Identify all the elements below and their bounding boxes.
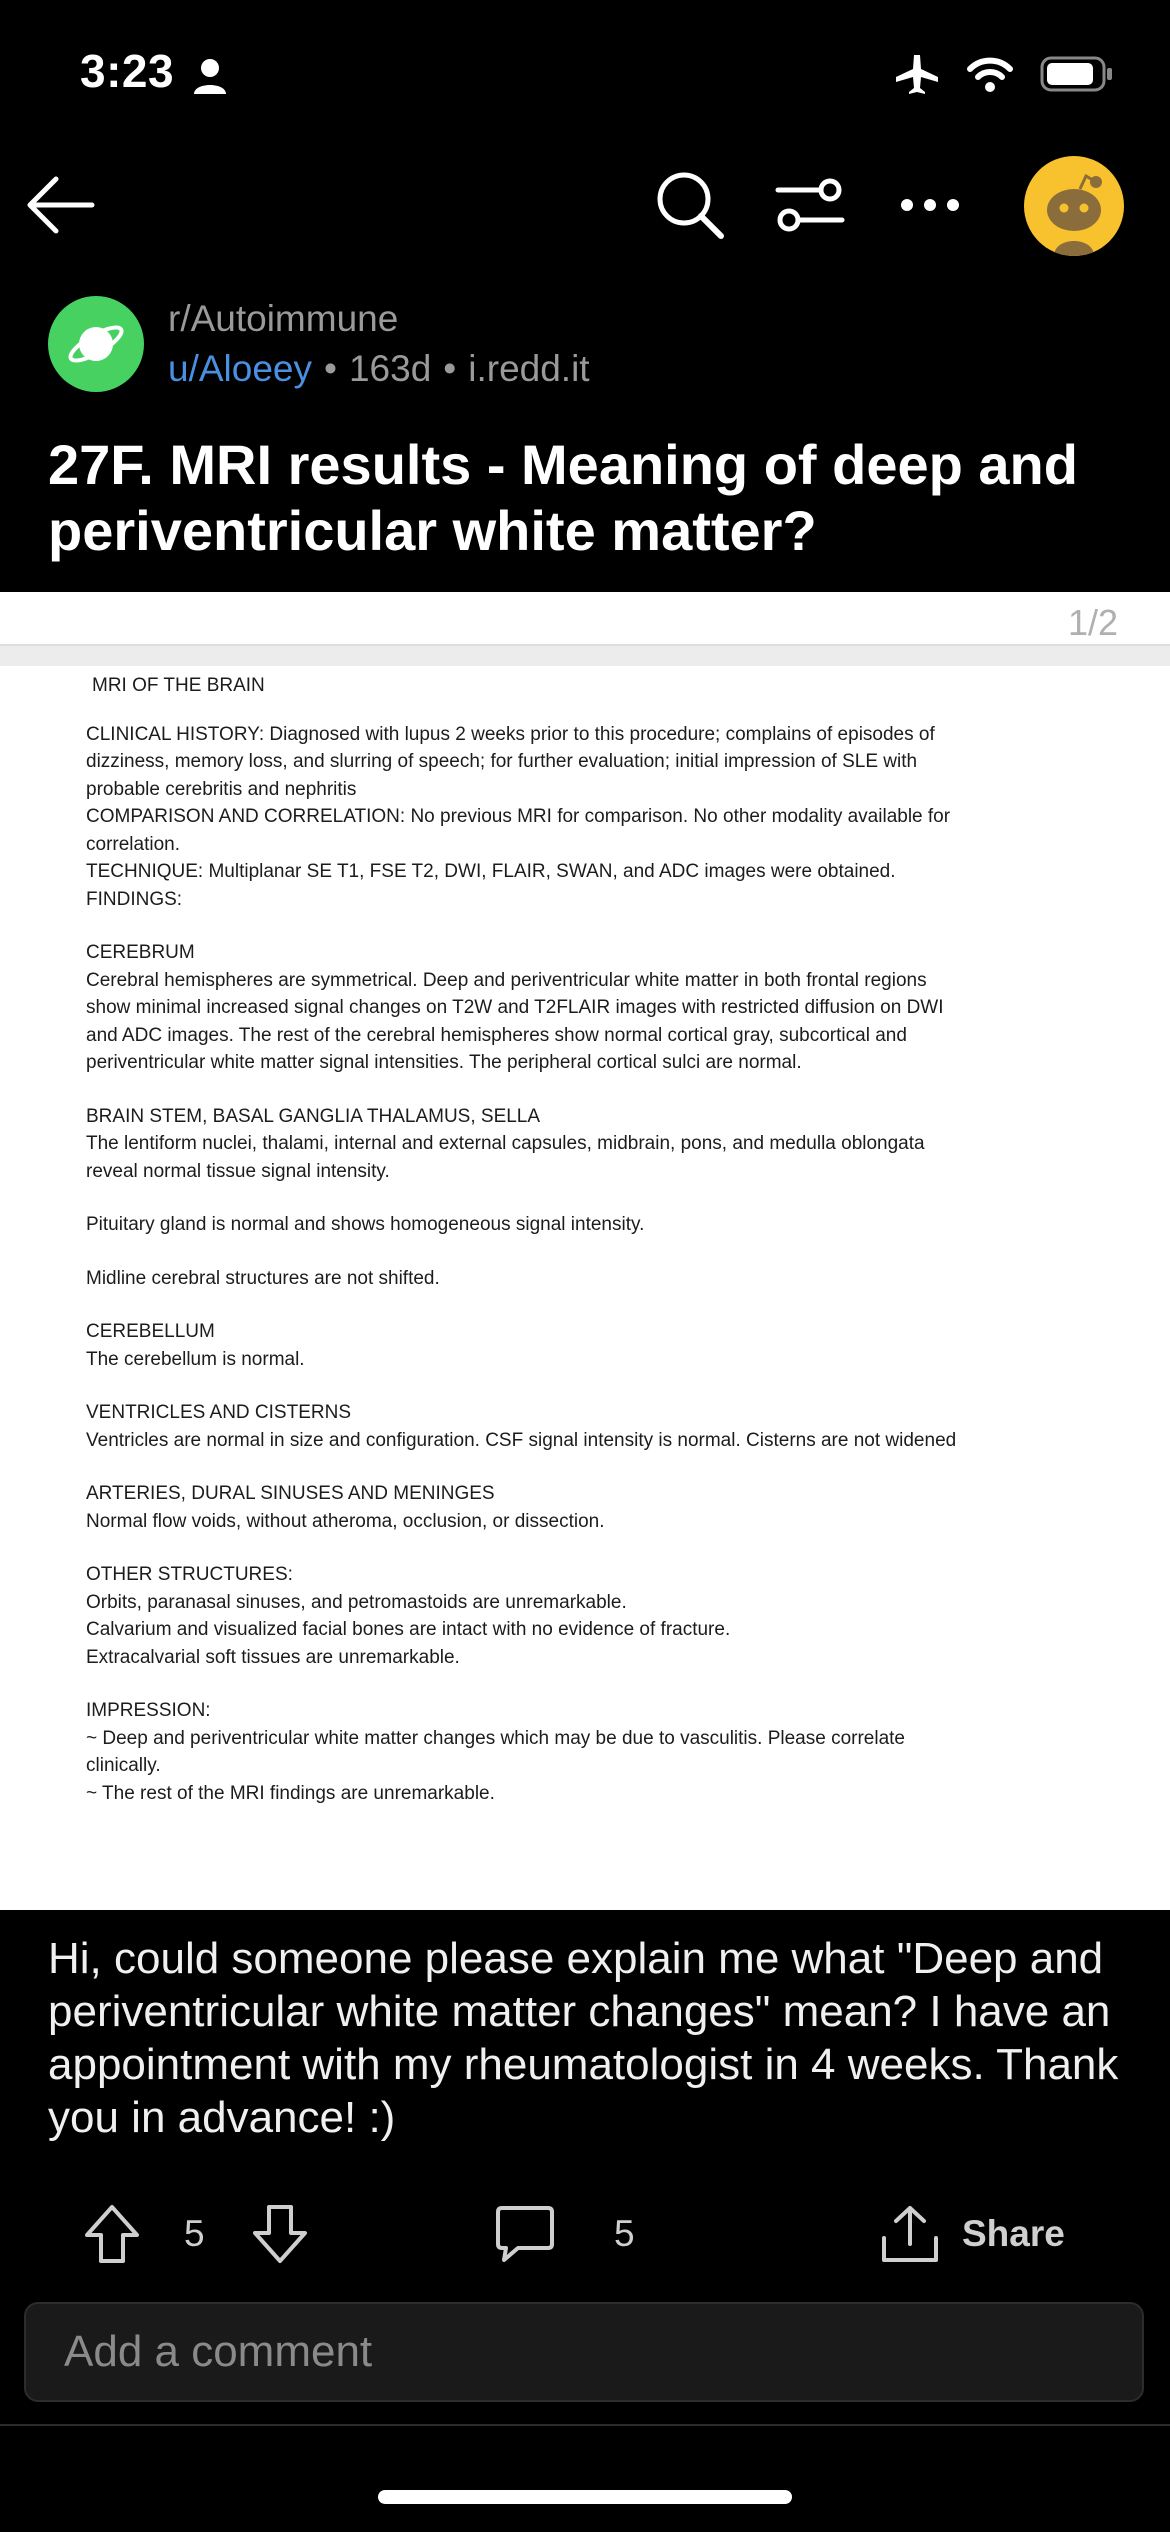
document-line: reveal normal tissue signal intensity. xyxy=(86,1160,390,1182)
document-section xyxy=(86,1265,1086,1293)
document-line: probable cerebritis and nephritis xyxy=(86,778,357,800)
back-button[interactable] xyxy=(20,160,100,250)
document-line: CLINICAL HISTORY: Diagnosed with lupus 2 weeks prior to this procedure; complains of episodes of xyxy=(86,723,935,745)
document-line: periventricular white matter signal intensities. The peripheral cortical sulci are normal. xyxy=(86,1052,802,1073)
post-meta xyxy=(168,348,590,390)
upvote-arrow-icon xyxy=(83,2204,141,2264)
share-icon xyxy=(880,2204,940,2264)
document-line: dizziness, memory loss, and slurring of speech; for further evaluation; initial impression of SLE with xyxy=(86,751,918,772)
document-line: Pituitary gland is normal and shows homogeneous signal intensity. xyxy=(86,1214,645,1235)
document-line: CEREBRUM xyxy=(86,942,195,963)
document-line: The cerebellum is normal. xyxy=(86,1348,305,1370)
document-section xyxy=(86,1697,1086,1807)
post-title: 27F. MRI results - Meaning of deep and periventricular white matter? xyxy=(48,433,1078,562)
document-line: Extracalvarial soft tissues are unremarkable. xyxy=(86,1646,460,1668)
document-heading: MRI OF THE BRAIN xyxy=(92,675,265,696)
home-indicator[interactable] xyxy=(378,2490,792,2504)
bottom-divider xyxy=(0,2424,1170,2426)
more-options-button[interactable] xyxy=(880,160,980,250)
comments-button[interactable] xyxy=(488,2196,562,2272)
downvote-arrow-icon xyxy=(251,2204,309,2264)
document-line: BRAIN STEM, BASAL GANGLIA THALAMUS, SELLA xyxy=(86,1105,541,1127)
snoo-avatar-icon xyxy=(1024,156,1124,256)
vote-count: 5 xyxy=(184,2213,205,2254)
author-link[interactable]: u/Aloeey xyxy=(168,348,312,389)
image-divider xyxy=(0,644,1170,666)
share-button[interactable] xyxy=(880,2196,1065,2272)
document-line: COMPARISON AND CORRELATION: No previous MRI for comparison. No other modality available for xyxy=(86,806,951,827)
document-line: and ADC images. The rest of the cerebral hemispheres show normal cortical gray, subcortical and xyxy=(86,1024,907,1046)
comment-bubble-icon xyxy=(494,2204,556,2264)
document-sections xyxy=(86,721,1086,1808)
document-line: show minimal increased signal changes on T2W and T2FLAIR images with restricted diffusion on DWI xyxy=(86,997,944,1018)
add-comment-input[interactable] xyxy=(24,2302,1144,2402)
document-line: IMPRESSION: xyxy=(86,1700,211,1721)
document-section xyxy=(86,1211,1086,1239)
document-line: The lentiform nuclei, thalami, internal and external capsules, midbrain, pons, and medulla oblongata xyxy=(86,1133,925,1154)
document-line: VENTRICLES AND CISTERNS xyxy=(86,1402,351,1423)
sort-filter-button[interactable] xyxy=(760,160,860,250)
document-line: TECHNIQUE: Multiplanar SE T1, FSE T2, DWI, FLAIR, SWAN, and ADC images were obtained. xyxy=(86,861,896,882)
document-section xyxy=(86,1399,1086,1454)
arrow-left-icon xyxy=(24,173,96,237)
downvote-button[interactable] xyxy=(248,2196,312,2272)
mri-report-document xyxy=(86,672,1086,1833)
meta-separator: • xyxy=(324,348,337,389)
document-line: Calvarium and visualized facial bones are intact with no evidence of fracture. xyxy=(86,1619,731,1640)
document-line: CEREBELLUM xyxy=(86,1321,215,1342)
document-section xyxy=(86,1103,1086,1186)
more-horizontal-icon xyxy=(900,198,960,212)
post-body: Hi, could someone please explain me what "Deep and periventricular white matter changes" mean? I have an appointment with my rheumatologist in 4 weeks. Thank you in advance! :) xyxy=(48,1934,1119,2142)
battery-icon xyxy=(1040,55,1114,93)
subreddit-name[interactable]: r/Autoimmune xyxy=(168,298,399,339)
post-age: 163d xyxy=(348,348,432,389)
post-image[interactable] xyxy=(0,592,1170,1910)
status-icons xyxy=(894,52,1114,96)
document-line: clinically. xyxy=(86,1755,161,1776)
subreddit-icon[interactable] xyxy=(48,296,144,392)
comment-count: 5 xyxy=(614,2213,635,2254)
document-line: ~ Deep and periventricular white matter changes which may be due to vasculitis. Please correlate xyxy=(86,1727,906,1749)
post-domain[interactable]: i.redd.it xyxy=(468,348,590,389)
person-icon xyxy=(192,58,228,96)
sort-filter-icon xyxy=(774,174,846,236)
document-line: Cerebral hemispheres are symmetrical. Deep and periventricular white matter in both frontal regions xyxy=(86,969,927,991)
document-section xyxy=(86,721,1086,914)
user-avatar[interactable] xyxy=(1024,156,1124,256)
document-line: Normal flow voids, without atheroma, occlusion, or dissection. xyxy=(86,1510,605,1532)
document-line: Orbits, paranasal sinuses, and petromastoids are unremarkable. xyxy=(86,1591,627,1613)
document-line: OTHER STRUCTURES: xyxy=(86,1564,293,1585)
document-line: Ventricles are normal in size and configuration. CSF signal intensity is normal. Cisterns are not widened xyxy=(86,1429,957,1451)
wifi-icon xyxy=(966,55,1014,93)
page-counter: 1/2 xyxy=(1067,602,1118,643)
search-icon xyxy=(653,168,727,242)
airplane-icon xyxy=(894,53,940,95)
document-line: ~ The rest of the MRI findings are unremarkable. xyxy=(86,1782,495,1804)
document-line: FINDINGS: xyxy=(86,888,183,910)
document-section xyxy=(86,939,1086,1077)
document-section xyxy=(86,1561,1086,1671)
share-label: Share xyxy=(962,2213,1065,2254)
meta-separator: • xyxy=(443,348,457,389)
status-time: 3:23 xyxy=(80,45,175,97)
document-section xyxy=(86,1318,1086,1373)
search-button[interactable] xyxy=(640,160,740,250)
document-line: correlation. xyxy=(86,833,180,855)
planet-icon xyxy=(64,312,128,376)
document-line: ARTERIES, DURAL SINUSES AND MENINGES xyxy=(86,1483,495,1504)
document-line: Midline cerebral structures are not shifted. xyxy=(86,1267,440,1289)
document-section xyxy=(86,1480,1086,1535)
upvote-button[interactable] xyxy=(80,2196,144,2272)
